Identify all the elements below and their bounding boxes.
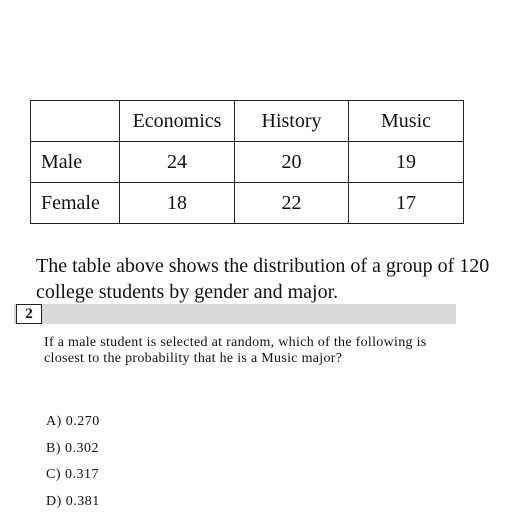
table-header-cell: Economics: [120, 101, 235, 142]
answer-choices: [46, 412, 100, 518]
distribution-table: [30, 100, 464, 224]
table-cell: 22: [235, 183, 349, 224]
table-cell: 20: [235, 142, 349, 183]
table-header-cell: Music: [349, 101, 464, 142]
answer-choice-d[interactable]: D) 0.381: [46, 493, 100, 509]
table-description: The table above shows the distribution of a group of 120 college students by gender and major.: [36, 255, 490, 303]
table-header-cell: [31, 101, 120, 142]
table-header-cell: History: [235, 101, 349, 142]
table-row: [31, 142, 464, 183]
table-cell: 24: [120, 142, 235, 183]
row-label: Female: [31, 183, 120, 224]
table-header-row: [31, 101, 464, 142]
row-label: Male: [31, 142, 120, 183]
table-cell: 17: [349, 183, 464, 224]
answer-choice-c[interactable]: C) 0.317: [46, 467, 99, 482]
question-text: If a male student is selected at random, which of the following is closest to the probability that he is a Music major?: [44, 335, 427, 366]
table-row: [31, 183, 464, 224]
question-number: 2: [16, 304, 42, 324]
answer-choice-a[interactable]: A) 0.270: [46, 414, 100, 429]
question-header-bar: [14, 304, 456, 324]
table-cell: 19: [349, 142, 464, 183]
answer-choice-b[interactable]: B) 0.302: [46, 440, 99, 456]
table-cell: 18: [120, 183, 235, 224]
